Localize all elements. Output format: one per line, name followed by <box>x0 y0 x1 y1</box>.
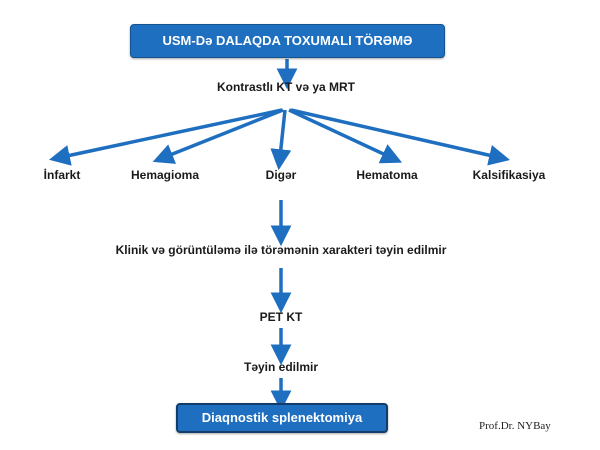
node-pet-kt <box>231 310 331 324</box>
arrow-imaging-to-infarkt <box>62 110 282 157</box>
arrow-imaging-to-hemagioma <box>165 110 283 157</box>
node-branch-infarkt <box>12 168 112 182</box>
node-final-box <box>176 403 388 433</box>
node-title-box <box>130 24 445 58</box>
node-branch-kalsifikasiya <box>444 168 574 182</box>
node-title-label: USM-Də DALAQDA TOXUMALI TÖRƏMƏ <box>162 33 413 48</box>
node-branch-infarkt-label: İnfarkt <box>43 168 81 182</box>
credit-label: Prof.Dr. NYBay <box>479 420 551 432</box>
node-branch-hematoma <box>332 168 442 182</box>
node-determined <box>216 360 346 374</box>
arrow-imaging-to-diger <box>280 110 285 157</box>
arrow-imaging-to-kalsifikasiya <box>291 110 497 157</box>
node-final-label: Diaqnostik splenektomiya <box>201 410 363 425</box>
node-determined-label: Təyin edilmir <box>243 360 319 374</box>
node-branch-diger <box>236 168 326 182</box>
node-branch-kalsifikasiya-label: Kalsifikasiya <box>472 168 546 182</box>
node-branch-hemagioma-label: Hemagioma <box>130 168 200 182</box>
node-imaging-label: Kontrastlı KT və ya MRT <box>216 80 356 94</box>
node-pet-kt-label: PET KT <box>259 310 303 324</box>
arrow-imaging-to-hematoma <box>289 110 390 157</box>
node-undetermined <box>56 243 506 257</box>
node-branch-hematoma-label: Hematoma <box>356 168 418 182</box>
node-undetermined-label: Klinik və görüntüləmə ilə törəmənin xarakteri təyin edilmir <box>115 243 447 257</box>
node-imaging <box>181 80 391 94</box>
credit-text <box>479 420 551 432</box>
node-branch-hemagioma <box>110 168 220 182</box>
node-branch-diger-label: Digər <box>265 168 297 182</box>
